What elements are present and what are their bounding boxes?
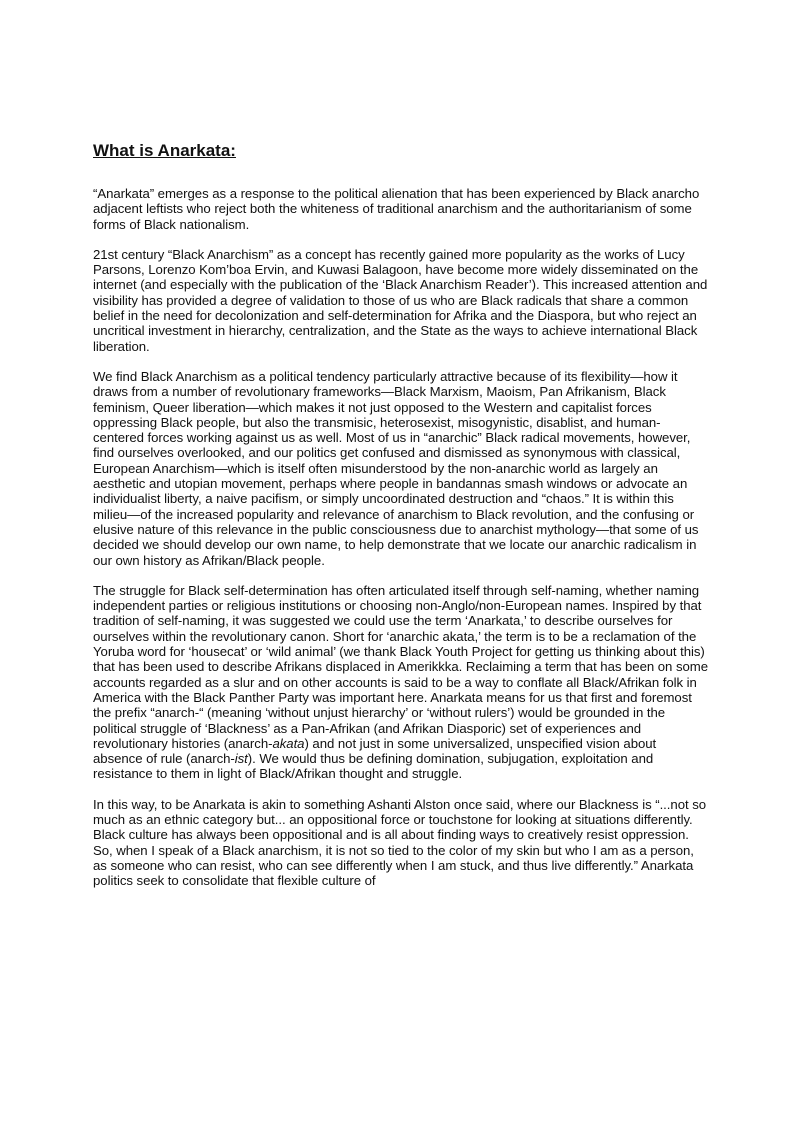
text-run: “Anarkata” emerges as a response to the political alienation that has been experienced by Black anarcho adjacent leftists who reject both the whiteness of traditional anarchism and the authoritarianism of some forms of Black nationalism. <box>93 186 700 232</box>
italic-text-run: ist <box>234 751 248 767</box>
paragraph <box>93 247 709 354</box>
text-run: ). We would thus be defining domination, subjugation, exploitation and resistance to them in light of Black/Afrikan thought and struggle. <box>93 751 654 782</box>
text-run: The struggle for Black self-determination has often articulated itself through self-naming, whether naming independent parties or religious institutions or choosing non-Anglo/non-European names. Inspired by that tradition of self-naming, it was suggested we could use the term ‘Anarkata,’ to describe ourselves for ourselves within the revolutionary canon. Short for ‘anarchic akata,’ the term is to be a reclamation of the Yoruba word for ‘housecat’ or ‘wild animal’ (we thank Black Youth Project for getting us thinking about this) that has been used to describe Afrikans displaced in Amerikkka. Reclaiming a term that has been on some accounts regarded as a slur and on other accounts is said to be a way to conflate all Black/Afrikan folk in America with the Black Panther Party was important here. Anarkata means for us that first and foremost the prefix “anarch-“ (meaning ‘without unjust hierarchy’ or ‘without rulers’) would be grounded in the political struggle of ‘Blackness’ as a Pan-Afrikan (and Afrikan Diasporic) set of experiences and revolutionary histories (anarch- <box>93 582 709 751</box>
page-title: What is Anarkata: <box>93 141 236 160</box>
paragraph <box>93 369 709 568</box>
paragraph <box>93 583 709 782</box>
paragraph <box>93 797 709 889</box>
text-run: 21st century “Black Anarchism” as a concept has recently gained more popularity as the works of Lucy Parsons, Lorenzo Kom’boa Ervin, and Kuwasi Balagoon, have become more widely disseminated on the internet (and especially with the publication of the ‘Black Anarchism Reader’). This increased attention and visibility has provided a degree of validation to those of us who are Black radicals that share a common belief in the need for decolonization and self-determination for Afrika and the Diaspora, but who reject an uncritical investment in hierarchy, centralization, and the State as the ways to achieve international Black liberation. <box>93 246 708 354</box>
text-run: ) and not just in some universalized, unspecified vision about absence of rule (anarch- <box>93 735 657 767</box>
text-run: In this way, to be Anarkata is akin to something Ashanti Alston once said, where our Blackness is “...not so much as an ethnic category but... an oppositional force or touchstone for looking at situations differently. Black culture has always been oppositional and is all about finding ways to creatively resist oppression. So, when I speak of a Black anarchism, it is not so tied to the color of my skin but who I am as a person, as someone who can resist, who can see differently when I am stuck, and thus live differently.” Anarkata politics seek to consolidate that flexible culture of <box>93 796 707 889</box>
document-body <box>93 186 709 888</box>
document-page <box>93 140 709 903</box>
italic-text-run: akata <box>272 735 305 751</box>
text-run: We find Black Anarchism as a political tendency particularly attractive because of its flexibility—how it draws from a number of revolutionary frameworks—Black Marxism, Maoism, Pan Afrikanism, Black feminism, Queer liberation—which makes it not just opposed to the Western and capitalist forces oppressing Black people, but also the transmisic, heterosexist, misogynistic, disablist, and human-centered forces working against us as well. Most of us in “anarchic” Black radical movements, however, find ourselves overlooked, and our politics get confused and dismissed as synonymous with classical, European Anarchism—which is itself often misunderstood by the non-anarchic world as largely an aesthetic and utopian movement, perhaps where people in bandannas smash windows or advocate an individualist liberty, a naive pacifism, or simply uncoordinated destruction and “chaos.” It is within this milieu—of the increased popularity and relevance of anarchism to Black revolution, and the confusing or elusive nature of this relevance in the public consciousness due to anarchist mythology—that some of us decided we should develop our own name, to help demonstrate that we locate our anarchic radicalism in our own history as Afrikan/Black people. <box>93 368 699 568</box>
paragraph <box>93 186 709 232</box>
